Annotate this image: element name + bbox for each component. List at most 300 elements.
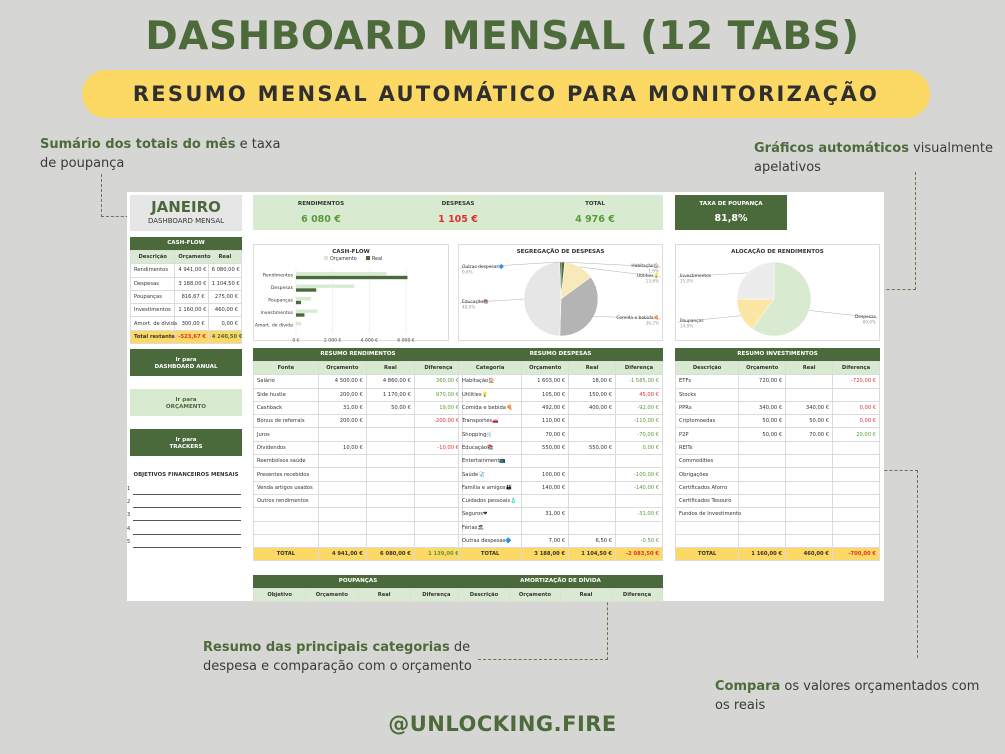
cell: 1 104,50 € xyxy=(569,548,616,561)
legend-swatch xyxy=(366,256,370,260)
slice-label: Habitação🏠 xyxy=(631,264,659,269)
table-row xyxy=(254,508,463,521)
cell: -140,00 € xyxy=(616,481,663,494)
col-header: Diferença xyxy=(616,362,663,375)
legend-swatch xyxy=(324,256,328,260)
cell: -110,00 € xyxy=(616,415,663,428)
cell xyxy=(318,428,366,441)
bar-orçamento xyxy=(296,310,317,313)
cell: 19,00 € xyxy=(414,401,462,414)
objective-num: 4 xyxy=(127,526,131,532)
cell xyxy=(318,494,366,507)
cell xyxy=(833,441,880,454)
cell: 720,00 € xyxy=(739,375,786,388)
cell: Stocks xyxy=(676,388,739,401)
col-header: Real xyxy=(569,362,616,375)
despesas-pie-chart xyxy=(458,244,663,341)
table-row xyxy=(459,494,663,507)
col-header: Real xyxy=(208,251,241,264)
col-header: Diferença xyxy=(410,589,462,602)
kpi-label: TOTAL xyxy=(585,201,605,207)
cell: 110,00 € xyxy=(522,415,569,428)
cell: 816,67 € xyxy=(175,290,208,303)
cell: -0,50 € xyxy=(616,534,663,547)
cashflow-chart xyxy=(253,244,449,344)
slice-label: Despesas xyxy=(854,315,876,320)
cell: 550,00 € xyxy=(522,441,569,454)
bar-orçamento xyxy=(296,285,354,288)
objective-num: 5 xyxy=(127,539,131,545)
nav-trackers-button[interactable] xyxy=(130,429,242,456)
objective-line[interactable] xyxy=(133,494,241,495)
col-header: Diferença xyxy=(612,589,663,602)
table-row xyxy=(676,428,880,441)
col-header: Real xyxy=(358,589,410,602)
cell xyxy=(739,508,786,521)
table-row xyxy=(254,441,463,454)
col-header: Categoria xyxy=(459,362,522,375)
y-tick-label: Investimentos xyxy=(260,311,293,316)
cell: 460,00 € xyxy=(208,304,241,317)
cell xyxy=(676,521,739,534)
cell: -523,67 € xyxy=(175,330,208,343)
cell xyxy=(318,455,366,468)
cell xyxy=(616,455,663,468)
table-row xyxy=(254,375,463,388)
annotation-charts xyxy=(754,139,994,177)
col-header: Real xyxy=(786,362,833,375)
cell xyxy=(522,494,569,507)
table-row xyxy=(254,388,463,401)
cell xyxy=(569,494,616,507)
cell xyxy=(569,468,616,481)
nav-dashboard-anual-button[interactable] xyxy=(130,349,242,376)
col-header: Descrição xyxy=(459,589,510,602)
table-row xyxy=(459,521,663,534)
col-header: Orçamento xyxy=(175,251,208,264)
objective-line[interactable] xyxy=(133,507,241,508)
pie-slice xyxy=(524,262,561,336)
cashflow-bar-chart xyxy=(254,255,450,344)
cell xyxy=(786,481,833,494)
kpi-value: 4 976 € xyxy=(575,214,615,225)
cell: 1 104,50 € xyxy=(208,277,241,290)
cell: -720,00 € xyxy=(833,375,880,388)
cell xyxy=(318,508,366,521)
cell: 300,00 € xyxy=(175,317,208,330)
cell: Outras despesas🔷 xyxy=(459,534,522,547)
cell: -200,00 € xyxy=(414,415,462,428)
cashflow-table xyxy=(130,237,242,344)
table-row xyxy=(676,534,880,547)
cell xyxy=(522,455,569,468)
cell xyxy=(414,534,462,547)
slice-label: Comida e bebida🍕 xyxy=(616,316,659,321)
annotation-summary xyxy=(40,135,300,173)
cell xyxy=(833,468,880,481)
objective-line[interactable] xyxy=(133,520,241,521)
table-row xyxy=(676,441,880,454)
cell xyxy=(569,455,616,468)
cell: 340,00 € xyxy=(786,401,833,414)
cell xyxy=(833,455,880,468)
cell: -2 083,50 € xyxy=(616,548,663,561)
cell xyxy=(569,415,616,428)
cell xyxy=(254,521,319,534)
cell: 0,00 € xyxy=(616,441,663,454)
objective-num: 1 xyxy=(127,486,131,492)
cell: 50,00 € xyxy=(739,428,786,441)
annotation-summary-text: e taxa de poupança xyxy=(40,137,281,171)
cell: Despesas xyxy=(131,277,175,290)
cell: Habitação🏠 xyxy=(459,375,522,388)
page-title: DASHBOARD MENSAL (12 TABS) xyxy=(145,14,860,59)
cell xyxy=(786,441,833,454)
connector-categories-h xyxy=(478,659,608,660)
table-row xyxy=(459,481,663,494)
chart-title: SEGREGAÇÃO DE DESPESAS xyxy=(516,249,605,255)
table-title: POUPANÇAS xyxy=(253,575,463,588)
cell: -1 585,00 € xyxy=(616,375,663,388)
cell xyxy=(254,534,319,547)
cell xyxy=(616,521,663,534)
cell xyxy=(739,481,786,494)
total-row xyxy=(131,330,242,343)
cell: 4 860,00 € xyxy=(366,375,414,388)
annotation-compare xyxy=(715,677,990,715)
cell: 6,50 € xyxy=(569,534,616,547)
slice-label: Poupanças xyxy=(680,319,704,324)
cell: 970,00 € xyxy=(414,388,462,401)
cell xyxy=(786,468,833,481)
table-row xyxy=(254,415,463,428)
col-header: Diferença xyxy=(414,362,462,375)
rendimentos-summary-table xyxy=(253,348,463,561)
cell: Shopping🛒 xyxy=(459,428,522,441)
col-header: Fonte xyxy=(254,362,319,375)
table-row xyxy=(459,441,663,454)
cell: Seguros❤ xyxy=(459,508,522,521)
month-name: JANEIRO xyxy=(151,198,221,216)
cell xyxy=(616,494,663,507)
cell xyxy=(786,388,833,401)
cell xyxy=(254,508,319,521)
slice-pct: 1,6% xyxy=(648,268,659,274)
table-row xyxy=(254,455,463,468)
objective-num: 3 xyxy=(127,512,131,518)
table-row xyxy=(459,375,663,388)
col-header: Descrição xyxy=(676,362,739,375)
cell xyxy=(366,481,414,494)
objective-line[interactable] xyxy=(133,534,241,535)
cell: Salário xyxy=(254,375,319,388)
table-row xyxy=(131,304,242,317)
cell xyxy=(833,481,880,494)
table-row xyxy=(676,508,880,521)
cell xyxy=(366,468,414,481)
table-row xyxy=(459,508,663,521)
subtitle-banner: RESUMO MENSAL AUTOMÁTICO PARA MONITORIZAÇÃO xyxy=(82,70,930,118)
col-header: Real xyxy=(366,362,414,375)
slice-pct: 48,0% xyxy=(462,304,476,310)
annotation-categories xyxy=(203,638,493,676)
slice-pct: 25,0% xyxy=(680,278,694,284)
cell: 4 240,50 € xyxy=(208,330,241,343)
cell: -10,00 € xyxy=(414,441,462,454)
cell xyxy=(569,481,616,494)
bar-real xyxy=(296,288,316,291)
kpi-label: RENDIMENTOS xyxy=(297,201,345,207)
table-row xyxy=(676,481,880,494)
cell: Total restante xyxy=(131,330,175,343)
nav-line: ORÇAMENTO xyxy=(165,404,207,410)
cell xyxy=(414,428,462,441)
kpi-summary xyxy=(253,195,663,230)
col-header: Orçamento xyxy=(510,589,561,602)
cell xyxy=(366,428,414,441)
table-row xyxy=(459,428,663,441)
table-row xyxy=(676,375,880,388)
cell xyxy=(786,534,833,547)
cell: 460,00 € xyxy=(786,548,833,561)
cell: 1 160,00 € xyxy=(739,548,786,561)
cell: Saúde🩺 xyxy=(459,468,522,481)
rendimentos-pie-chart xyxy=(675,244,880,341)
table-row xyxy=(131,290,242,303)
cell: 31,00 € xyxy=(318,401,366,414)
cell: TOTAL xyxy=(676,548,739,561)
slice-pct: 36,2% xyxy=(645,320,659,326)
cell: 50,00 € xyxy=(366,401,414,414)
table-row xyxy=(131,264,242,277)
cell xyxy=(739,468,786,481)
table-title: RESUMO RENDIMENTOS xyxy=(253,348,463,361)
cell xyxy=(366,534,414,547)
col-header: Orçamento xyxy=(318,362,366,375)
annotation-summary-bold: Sumário dos totais do mês xyxy=(40,137,236,152)
table-title: RESUMO DESPESAS xyxy=(458,348,663,361)
objective-line[interactable] xyxy=(133,547,241,548)
cell: Utilities💡 xyxy=(459,388,522,401)
bar-real xyxy=(296,301,301,304)
cell xyxy=(414,494,462,507)
col-header: Objetivo xyxy=(254,589,306,602)
total-row xyxy=(254,548,463,561)
cell: TOTAL xyxy=(459,548,522,561)
cell: 1 603,00 € xyxy=(522,375,569,388)
slice-label: Utilities💡 xyxy=(637,274,659,279)
y-tick-label: Poupanças xyxy=(268,298,293,304)
cell: 1 160,00 € xyxy=(175,304,208,317)
despesas-summary-table xyxy=(458,348,663,561)
cell xyxy=(833,388,880,401)
cell xyxy=(569,521,616,534)
cell: Presentes recebidos xyxy=(254,468,319,481)
cell: 1 170,00 € xyxy=(366,388,414,401)
cell xyxy=(414,468,462,481)
cell: 20,00 € xyxy=(833,428,880,441)
kpi-rendimentos xyxy=(253,195,389,225)
kpi-label: DESPESAS xyxy=(441,201,475,207)
cell xyxy=(739,441,786,454)
bar-orçamento xyxy=(296,297,311,300)
annotation-categories-bold: Resumo das principais categorias xyxy=(203,640,450,655)
cell: Rendimentos xyxy=(131,264,175,277)
col-header: Real xyxy=(561,589,612,602)
poupancas-table xyxy=(253,575,463,602)
cell: Educação📚 xyxy=(459,441,522,454)
cell: Obrigações xyxy=(676,468,739,481)
cell: 70,00 € xyxy=(786,428,833,441)
slice-pct: 13,6% xyxy=(645,278,659,284)
cell: 0,00 € xyxy=(833,401,880,414)
cell: 31,00 € xyxy=(522,508,569,521)
cell: Amort. de dívida xyxy=(131,317,175,330)
cell: 6 080,00 € xyxy=(208,264,241,277)
slice-label: Investimentos xyxy=(680,274,712,279)
month-subtitle: DASHBOARD MENSAL xyxy=(147,217,225,225)
annotation-charts-bold: Gráficos automáticos xyxy=(754,141,909,156)
table-row xyxy=(676,455,880,468)
investimentos-summary-table xyxy=(675,348,880,561)
cell: Férias🏖 xyxy=(459,521,522,534)
cell xyxy=(739,521,786,534)
bar-orçamento xyxy=(296,272,387,275)
cell: TOTAL xyxy=(254,548,319,561)
cell: Outros rendimentos xyxy=(254,494,319,507)
slice-pct: 60,0% xyxy=(862,319,876,325)
cell xyxy=(739,494,786,507)
cell: 0,00 € xyxy=(833,415,880,428)
cell: Cashback xyxy=(254,401,319,414)
cell: Fundos de Investimento xyxy=(676,508,739,521)
cell: 105,00 € xyxy=(522,388,569,401)
bar-real xyxy=(296,313,304,316)
table-row xyxy=(459,468,663,481)
cell: 492,00 € xyxy=(522,401,569,414)
cell: Bónus de referrals xyxy=(254,415,319,428)
cell: 150,00 € xyxy=(569,388,616,401)
cell xyxy=(414,508,462,521)
table-row xyxy=(131,317,242,330)
cell: Certificados Tesouro xyxy=(676,494,739,507)
x-tick-label: 0 € xyxy=(292,338,300,344)
cell: 18,00 € xyxy=(569,375,616,388)
cell: Venda artigos usados xyxy=(254,481,319,494)
cell xyxy=(569,508,616,521)
table-title: RESUMO INVESTIMENTOS xyxy=(675,348,880,361)
x-tick-label: 4 000 € xyxy=(360,338,379,344)
y-tick-label: Despesas xyxy=(270,286,293,291)
connector-charts-v xyxy=(915,172,916,290)
cell: Família e amigos👪 xyxy=(459,481,522,494)
table-row xyxy=(676,468,880,481)
kpi-despesas xyxy=(390,195,526,225)
objective-num: 2 xyxy=(127,499,131,505)
cell: 7,00 € xyxy=(522,534,569,547)
savings-rate-label: TAXA DE POUPANÇA xyxy=(699,201,763,207)
cell: 50,00 € xyxy=(739,415,786,428)
table-title: AMORTIZAÇÃO DE DÍVIDA xyxy=(458,575,663,588)
connector-compare-v xyxy=(917,470,918,658)
cell: 200,00 € xyxy=(318,388,366,401)
table-row xyxy=(254,481,463,494)
y-tick-label: Rendimentos xyxy=(262,273,293,279)
cell: Commodities xyxy=(676,455,739,468)
nav-line: Ir para xyxy=(175,397,197,403)
cell: 340,00 € xyxy=(739,401,786,414)
cell: -700,00 € xyxy=(833,548,880,561)
cell: 4 941,00 € xyxy=(175,264,208,277)
bar-real xyxy=(296,276,407,279)
annotation-compare-bold: Compara xyxy=(715,679,781,694)
cell xyxy=(366,415,414,428)
cell xyxy=(786,521,833,534)
nav-orcamento-button[interactable] xyxy=(130,389,242,416)
table-row xyxy=(459,534,663,547)
x-tick-label: 2 000 € xyxy=(323,338,342,344)
x-tick-label: 6 000 € xyxy=(397,338,415,344)
nav-line: Ir para xyxy=(175,437,197,443)
slice-pct: 14,9% xyxy=(680,323,694,329)
table-row xyxy=(254,521,463,534)
cell xyxy=(318,468,366,481)
legend-label: Orçamento xyxy=(330,257,357,262)
savings-rate-box xyxy=(675,195,787,230)
cell xyxy=(366,508,414,521)
cell xyxy=(786,375,833,388)
cell xyxy=(676,534,739,547)
cell: 70,00 € xyxy=(522,428,569,441)
cell: 275,00 € xyxy=(208,290,241,303)
despesas-pie-svg xyxy=(459,255,664,339)
chart-title: CASH-FLOW xyxy=(332,249,370,255)
cell: 0,00 € xyxy=(208,317,241,330)
kpi-total xyxy=(527,195,663,225)
cell: Cuidados pessoais🧴 xyxy=(459,494,522,507)
cell xyxy=(739,534,786,547)
table-row xyxy=(254,534,463,547)
cell xyxy=(833,534,880,547)
month-header xyxy=(130,195,242,231)
total-row xyxy=(676,548,880,561)
annotation-categories-text: de despesa e comparação com o orçamento xyxy=(203,640,472,674)
cell xyxy=(833,494,880,507)
cell xyxy=(739,455,786,468)
cell: Poupanças xyxy=(131,290,175,303)
cell xyxy=(569,428,616,441)
cell xyxy=(366,441,414,454)
cell: 50,00 € xyxy=(786,415,833,428)
kpi-value: 6 080 € xyxy=(301,214,341,225)
nav-line: Ir para xyxy=(175,357,197,363)
cashflow-title: CASH-FLOW xyxy=(130,237,242,250)
cell xyxy=(739,388,786,401)
legend-label: Real xyxy=(372,257,383,262)
total-row xyxy=(459,548,663,561)
cell: ETFs xyxy=(676,375,739,388)
cell: Certificados Aforro xyxy=(676,481,739,494)
table-row xyxy=(254,494,463,507)
cell: 4 941,00 € xyxy=(318,548,366,561)
cell: 400,00 € xyxy=(569,401,616,414)
table-row xyxy=(676,401,880,414)
rendimentos-pie-svg xyxy=(676,255,881,339)
cell: P2P xyxy=(676,428,739,441)
annotation-charts-text: visualmente apelativos xyxy=(754,141,993,175)
col-header: Orçamento xyxy=(739,362,786,375)
cell xyxy=(522,521,569,534)
